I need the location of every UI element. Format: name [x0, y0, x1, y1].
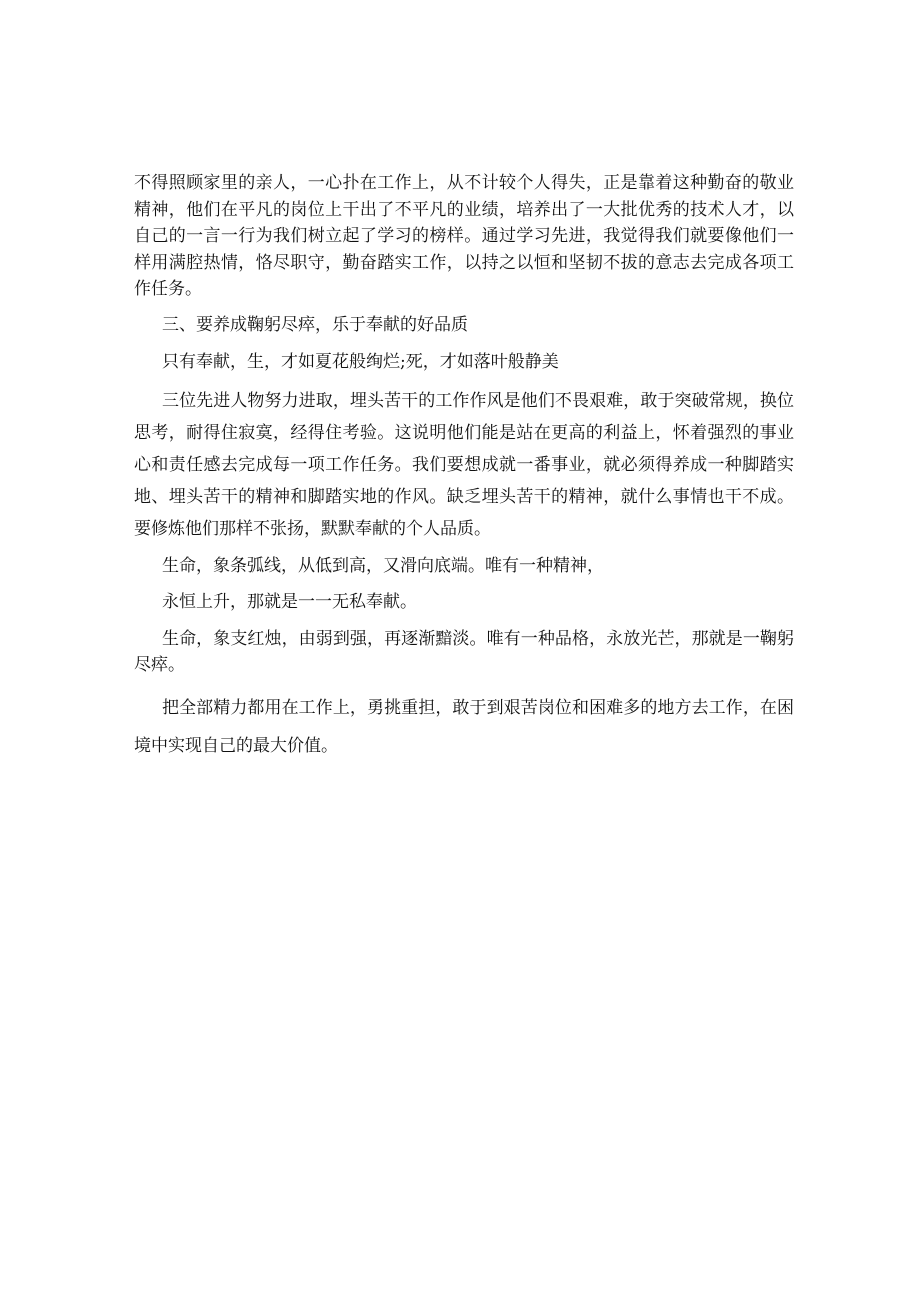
quote-paragraph: 只有奉献，生，才如夏花般绚烂;死，才如落叶般静美 — [162, 352, 559, 372]
paragraph-advanced-figures: 三位先进人物努力进取，埋头苦干的工作作风是他们不畏艰难，敢于突破常规，换位思考，耐得住寂寞，经得住考验。这说明他们能是站在更高的利益上，怀着强烈的事业心和责任感去完成每一项工作任务。我们要想成就一番事业，就必须得养成一种脚踏实地、埋头苦干的精神和脚踏实地的作风。缺乏埋头苦干的精神，就什么事情也干不成。要修炼他们那样不张扬，默默奉献的个人品质。 — [134, 390, 794, 539]
paragraph-life-candle: 生命，象支红烛，由弱到强，再逐渐黯淡。唯有一种品格，永放光芒，那就是一鞠躬尽瘁。 — [134, 628, 794, 675]
document-body — [134, 170, 794, 765]
section-heading: 三、要养成鞠躬尽瘁，乐于奉献的好品质 — [162, 314, 468, 335]
paragraph-selfless-dedication: 永恒上升，那就是一一无私奉献。 — [162, 592, 417, 612]
paragraph-continued-text: 不得照顾家里的亲人，一心扑在工作上，从不计较个人得失，正是靠着这种勤奋的敬业精神，他们在平凡的岗位上干出了不平凡的业绩，培养出了一大批优秀的技术人才，以自己的一言一行为我们树立起了学习的榜样。通过学习先进，我觉得我们就要像他们一样用满腔热情，恪尽职守，勤奋踏实工作，以持之以恒和坚韧不拔的意志去完成各项工作任务。 — [134, 173, 794, 299]
paragraph-life-arc: 生命，象条弧线，从低到高，又滑向底端。唯有一种精神， — [162, 555, 604, 576]
paragraph-closing: 把全部精力都用在工作上，勇挑重担，敢于到艰苦岗位和困难多的地方去工作，在困境中实现自己的最大价值。 — [134, 697, 794, 756]
